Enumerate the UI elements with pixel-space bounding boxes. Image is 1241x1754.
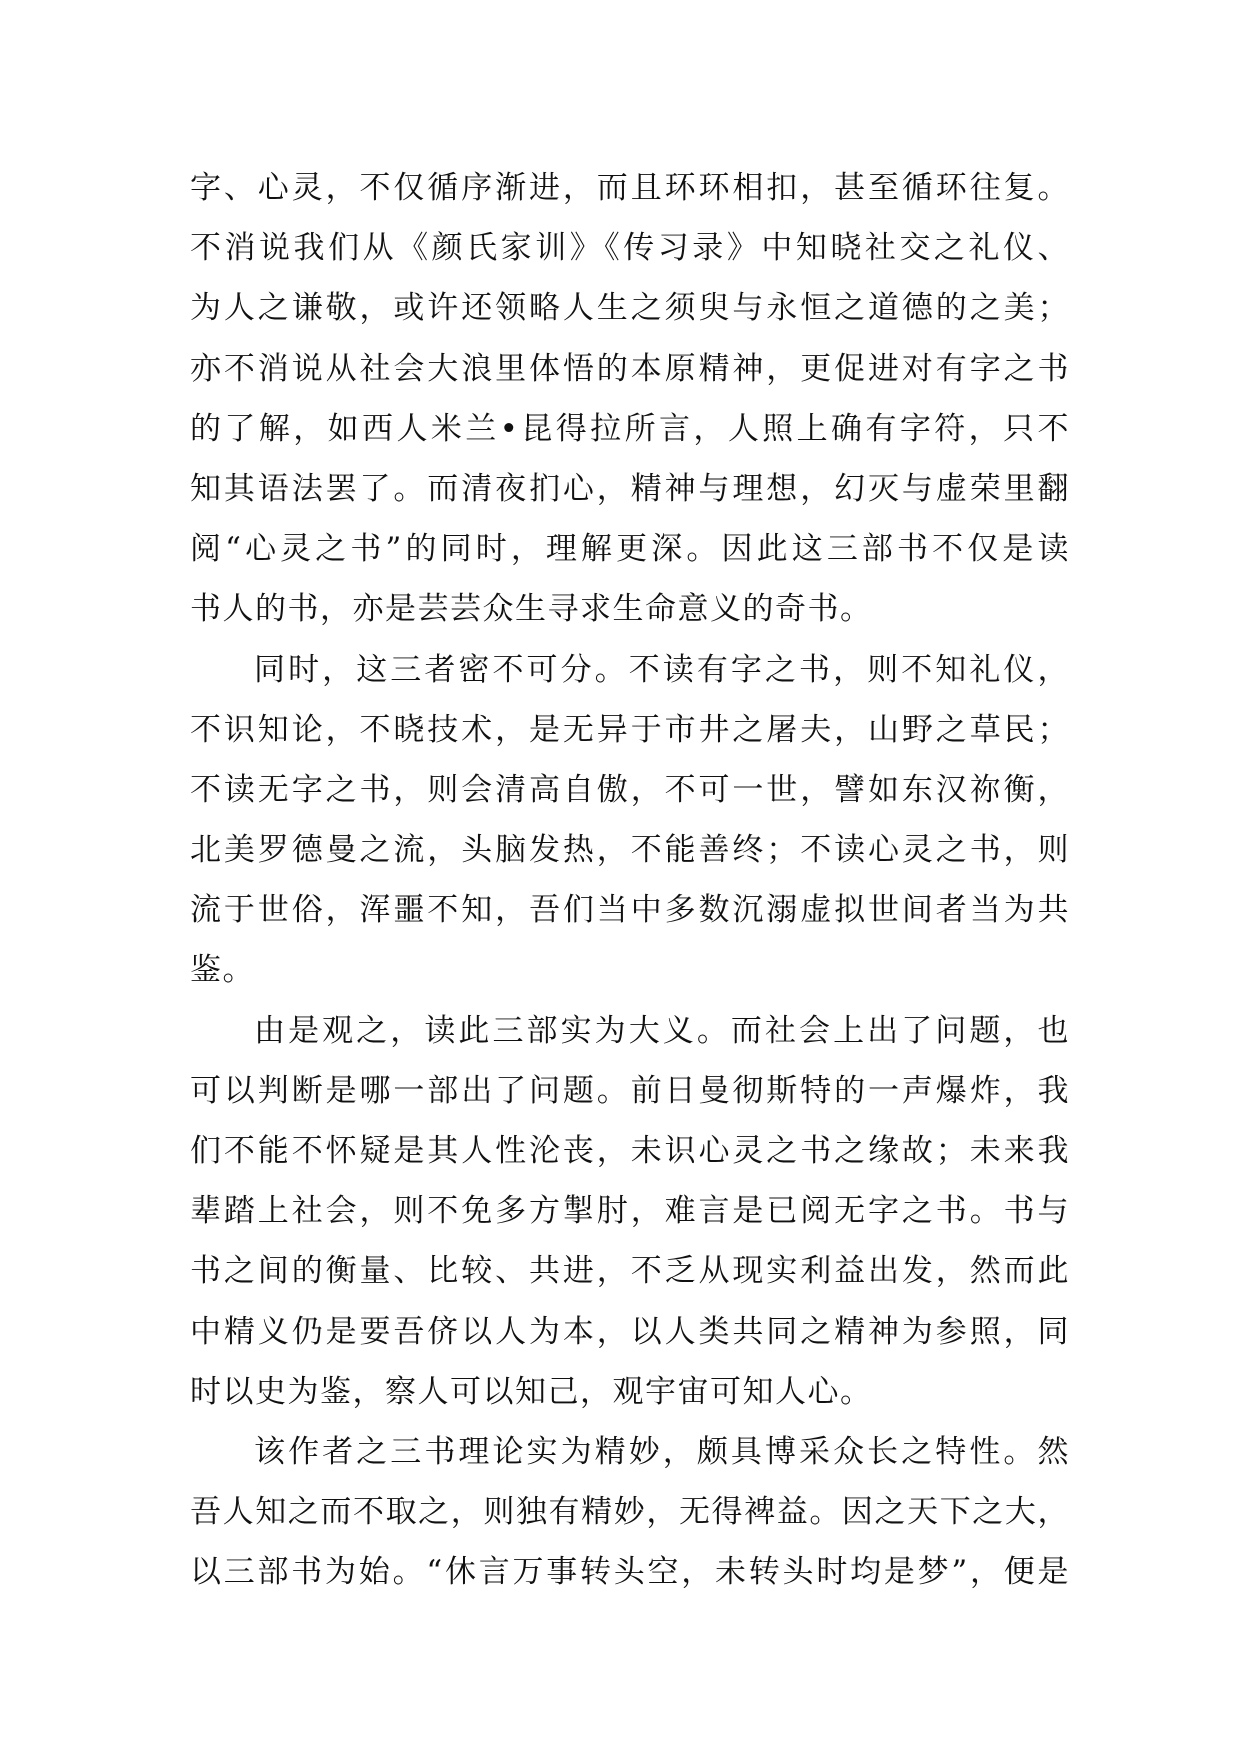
text-line: 可以判断是哪一部出了问题。前日曼彻斯特的一声爆炸，我 [190, 1072, 1070, 1109]
text-line: 时以史为鉴，察人可以知己，观宇宙可知人心。 [190, 1373, 873, 1410]
paragraph-first-line: 同时，这三者密不可分。不读有字之书，则不知礼仪， [254, 651, 1070, 688]
text-line: 不读无字之书，则会清高自傲，不可一世，譬如东汉祢衡， [190, 771, 1070, 808]
text-line: 流于世俗，浑噩不知，吾们当中多数沉溺虚拟世间者当为共 [190, 892, 1070, 929]
text-line: 不识知论，不晓技术，是无异于市井之屠夫，山野之草民； [190, 711, 1070, 748]
text-line: 书之间的衡量、比较、共进，不乏从现实利益出发，然而此 [190, 1253, 1070, 1290]
text-line: 为人之谦敬，或许还领略人生之须臾与永恒之道德的之美； [190, 290, 1070, 327]
text-line: 书人的书，亦是芸芸众生寻求生命意义的奇书。 [190, 591, 873, 628]
text-line: 们不能不怀疑是其人性沦丧，未识心灵之书之缘故；未来我 [190, 1133, 1070, 1169]
text-line: 以三部书为始。“休言万事转头空，未转头时均是梦”，便是 [190, 1554, 1070, 1591]
paragraph-first-line: 该作者之三书理论实为精妙，颇具博采众长之特性。然 [254, 1433, 1070, 1470]
text-line: 的了解，如西人米兰•昆得拉所言，人照上确有字符，只不 [190, 410, 1070, 447]
text-line: 亦不消说从社会大浪里体悟的本原精神，更促进对有字之书 [190, 350, 1070, 387]
text-line: 阅“心灵之书”的同时，理解更深。因此这三部书不仅是读 [190, 531, 1070, 568]
text-line: 不消说我们从《颜氏家训》《传习录》中知晓社交之礼仪、 [190, 230, 1070, 267]
text-line: 鉴。 [190, 952, 255, 989]
text-line: 北美罗德曼之流，头脑发热，不能善终；不读心灵之书，则 [190, 832, 1070, 869]
essay-body [190, 158, 1070, 1603]
text-line: 中精义仍是要吾侪以人为本，以人类共同之精神为参照，同 [190, 1313, 1070, 1350]
text-line: 吾人知之而不取之，则独有精妙，无得裨益。因之天下之大， [190, 1494, 1070, 1531]
text-line: 知其语法罢了。而清夜扪心，精神与理想，幻灭与虚荣里翻 [190, 470, 1070, 507]
text-line: 字、心灵，不仅循序渐进，而且环环相扣，甚至循环往复。 [190, 170, 1070, 206]
text-line: 辈踏上社会，则不免多方掣肘，难言是已阅无字之书。书与 [190, 1193, 1070, 1230]
paragraph-first-line: 由是观之，读此三部实为大义。而社会上出了问题，也 [254, 1012, 1070, 1049]
